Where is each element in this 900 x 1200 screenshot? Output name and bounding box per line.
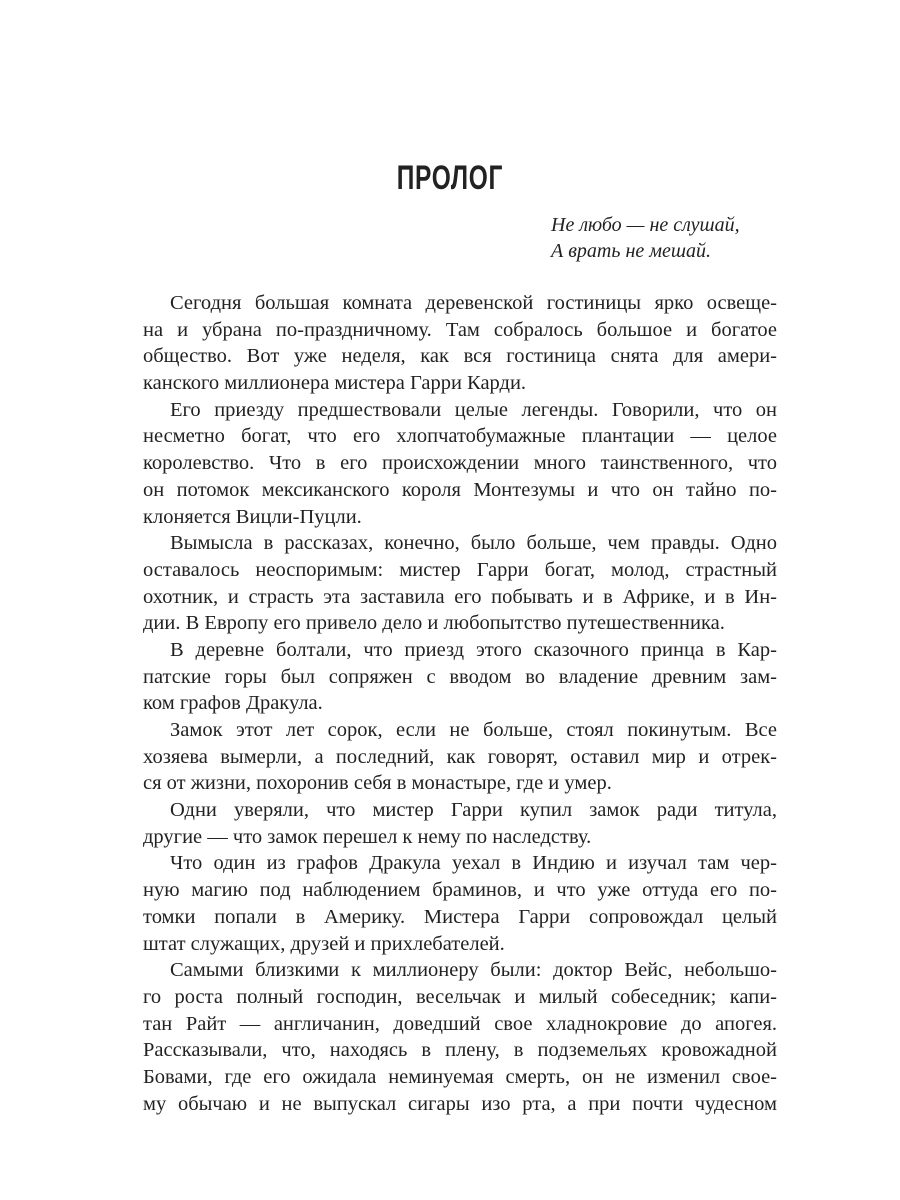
text-line: томки попали в Америку. Мистера Гарри сопровождал целый xyxy=(143,905,777,928)
epigraph xyxy=(551,212,740,264)
text-line: го роста полный господин, весельчак и милый собеседник; капи- xyxy=(143,985,777,1008)
text-line: ся от жизни, похоронив себя в монастыре, где и умер. xyxy=(143,772,612,795)
text-line: Его приезду предшествовали целые легенды. Говорили, что он xyxy=(170,398,777,421)
text-line: В деревне болтали, что приезд этого сказочного принца в Кар- xyxy=(170,638,777,661)
text-line: Что один из графов Дракула уехал в Индию и изучал там чер- xyxy=(170,852,777,875)
text-line: Сегодня большая комната деревенской гостиницы ярко освеще- xyxy=(170,292,777,314)
epigraph-line: Не любо — не слушай, xyxy=(551,214,740,236)
text-line: ком графов Дракула. xyxy=(143,692,323,715)
text-line: Одни уверяли, что мистер Гарри купил замок ради титула, xyxy=(170,799,777,822)
text-line: Замок этот лет сорок, если не больше, стоял покинутым. Все xyxy=(170,719,777,741)
text-line: оставалось неоспоримым: мистер Гарри богат, молод, страстный xyxy=(143,558,777,581)
paragraph xyxy=(143,717,777,797)
text-line: несметно богат, что его хлопчатобумажные плантации — целое xyxy=(143,425,777,448)
text-line: ную магию под наблюдением браминов, и что уже оттуда его по- xyxy=(143,879,777,902)
paragraph xyxy=(143,530,777,637)
text-line: Вымысла в рассказах, конечно, было больше, чем правды. Одно xyxy=(170,532,777,555)
text-line: му обычаю и не выпускал сигары изо рта, а при почти чудесном xyxy=(143,1092,777,1115)
chapter-title xyxy=(0,159,900,198)
text-line: штат служащих, друзей и прихлебателей. xyxy=(143,932,505,955)
text-line: другие — что замок перешел к нему по наследству. xyxy=(143,825,592,848)
text-line: Рассказывали, что, находясь в плену, в подземельях кровожадной xyxy=(143,1039,777,1062)
text-line: на и убрана по-праздничному. Там собралось большое и богатое xyxy=(143,318,777,341)
paragraph xyxy=(143,797,777,850)
text-line: тан Райт — англичанин, доведший свое хладнокровие до апогея. xyxy=(143,1012,777,1035)
text-line: охотник, и страсть эта заставила его побывать и в Африке, и в Ин- xyxy=(143,585,777,608)
text-line: королевство. Что в его происхождении много таинственного, что xyxy=(143,452,777,475)
text-line: хозяева вымерли, а последний, как говорят, оставил мир и отрек- xyxy=(143,745,777,768)
text-line: дии. В Европу его привело дело и любопытство путешественника. xyxy=(143,612,725,635)
text-line: клоняется Вицли-Пуцли. xyxy=(143,505,362,528)
text-line: общество. Вот уже неделя, как вся гостиница снята для амери- xyxy=(143,345,777,368)
paragraph xyxy=(143,850,777,957)
paragraph xyxy=(143,957,777,1117)
text-line: он потомок мексиканского короля Монтезумы и что он тайно по- xyxy=(143,478,777,501)
text-line: патские горы был сопряжен с вводом во владение древним зам- xyxy=(143,665,777,688)
epigraph-line: А врать не мешай. xyxy=(551,240,711,262)
text-line: Самыми близкими к миллионеру были: доктор Вейс, небольшо- xyxy=(170,959,777,982)
paragraph xyxy=(143,290,777,397)
chapter-title-text: ПРОЛОГ xyxy=(396,158,504,197)
paragraph xyxy=(143,637,777,717)
paragraph xyxy=(143,397,777,530)
body-text xyxy=(143,290,777,1117)
text-line: канского миллионера мистера Гарри Карди. xyxy=(143,372,527,395)
text-line: Бовами, где его ожидала неминуемая смерть, он не изменил свое- xyxy=(143,1065,777,1088)
